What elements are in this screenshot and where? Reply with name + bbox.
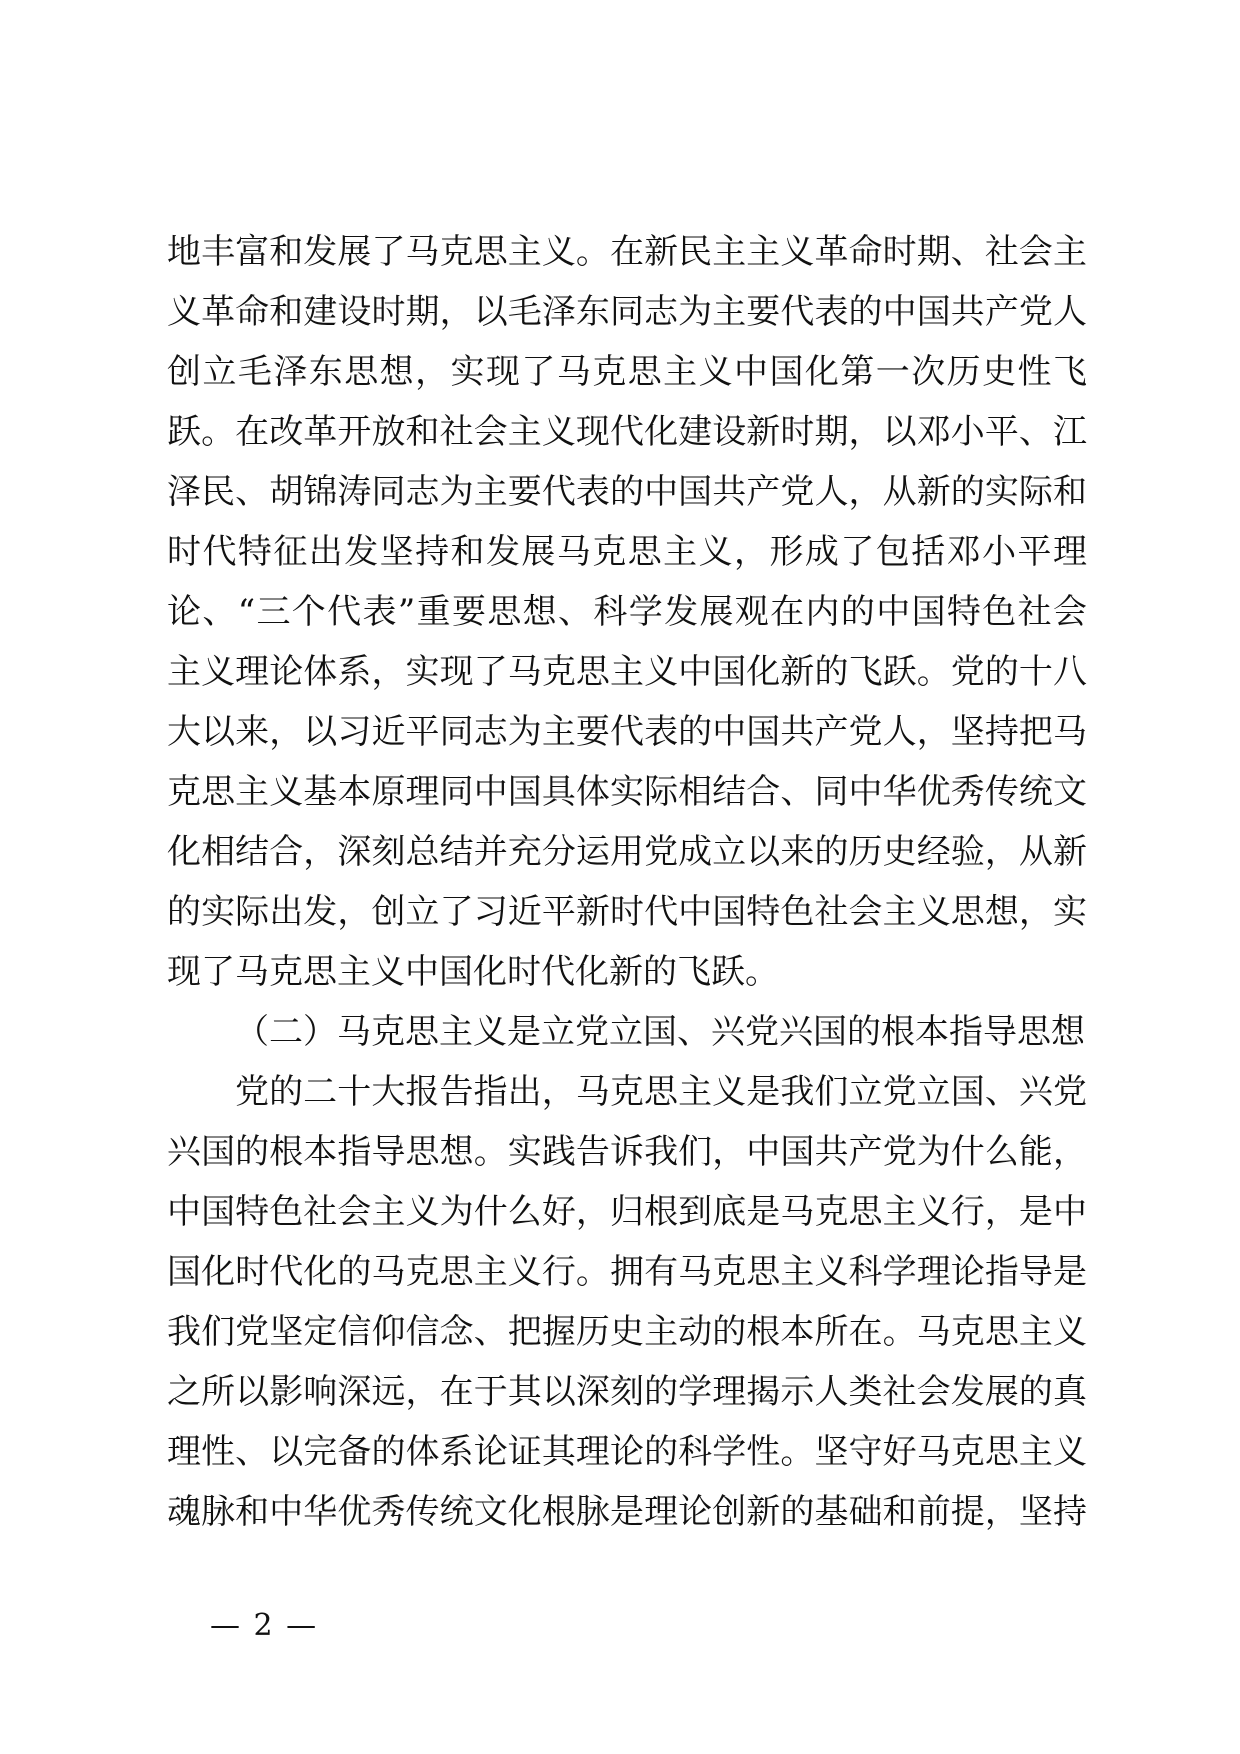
text-line-9: 大以来，以习近平同志为主要代表的中国共产党人，坚持把马 bbox=[167, 712, 1087, 752]
text-line-15: 党的二十大报告指出，马克思主义是我们立党立国、兴党 bbox=[235, 1072, 1087, 1112]
page-number: — 2 — bbox=[210, 1608, 319, 1643]
text-line-12: 的实际出发，创立了习近平新时代中国特色社会主义思想，实 bbox=[167, 892, 1087, 932]
text-line-21: 理性、以完备的体系论证其理论的科学性。坚守好马克思主义 bbox=[167, 1432, 1087, 1472]
text-line-2: 义革命和建设时期，以毛泽东同志为主要代表的中国共产党人 bbox=[167, 292, 1087, 332]
text-line-17: 中国特色社会主义为什么好，归根到底是马克思主义行，是中 bbox=[167, 1192, 1087, 1232]
text-line-5: 泽民、胡锦涛同志为主要代表的中国共产党人，从新的实际和 bbox=[167, 472, 1087, 512]
text-line-13: 现了马克思主义中国化时代化新的飞跃。 bbox=[167, 952, 779, 992]
text-line-11: 化相结合，深刻总结并充分运用党成立以来的历史经验，从新 bbox=[167, 832, 1087, 872]
text-line-16: 兴国的根本指导思想。实践告诉我们，中国共产党为什么能， bbox=[167, 1132, 1087, 1172]
section-heading: （二）马克思主义是立党立国、兴党兴国的根本指导思想 bbox=[235, 1012, 1085, 1052]
text-line-6: 时代特征出发坚持和发展马克思主义，形成了包括邓小平理 bbox=[167, 532, 1087, 572]
text-line-7: 论、“三个代表”重要思想、科学发展观在内的中国特色社会 bbox=[167, 592, 1087, 632]
text-line-3: 创立毛泽东思想，实现了马克思主义中国化第一次历史性飞 bbox=[167, 352, 1087, 392]
text-line-10: 克思主义基本原理同中国具体实际相结合、同中华优秀传统文 bbox=[167, 772, 1087, 812]
text-line-22: 魂脉和中华优秀传统文化根脉是理论创新的基础和前提，坚持 bbox=[167, 1492, 1087, 1532]
text-line-1: 地丰富和发展了马克思主义。在新民主主义革命时期、社会主 bbox=[167, 232, 1087, 272]
text-line-20: 之所以影响深远，在于其以深刻的学理揭示人类社会发展的真 bbox=[167, 1372, 1087, 1412]
document-body bbox=[167, 222, 1087, 1542]
text-line-19: 我们党坚定信仰信念、把握历史主动的根本所在。马克思主义 bbox=[167, 1312, 1087, 1352]
text-line-8: 主义理论体系，实现了马克思主义中国化新的飞跃。党的十八 bbox=[167, 652, 1087, 692]
text-line-18: 国化时代化的马克思主义行。拥有马克思主义科学理论指导是 bbox=[167, 1252, 1087, 1292]
text-line-4: 跃。在改革开放和社会主义现代化建设新时期，以邓小平、江 bbox=[167, 412, 1087, 452]
